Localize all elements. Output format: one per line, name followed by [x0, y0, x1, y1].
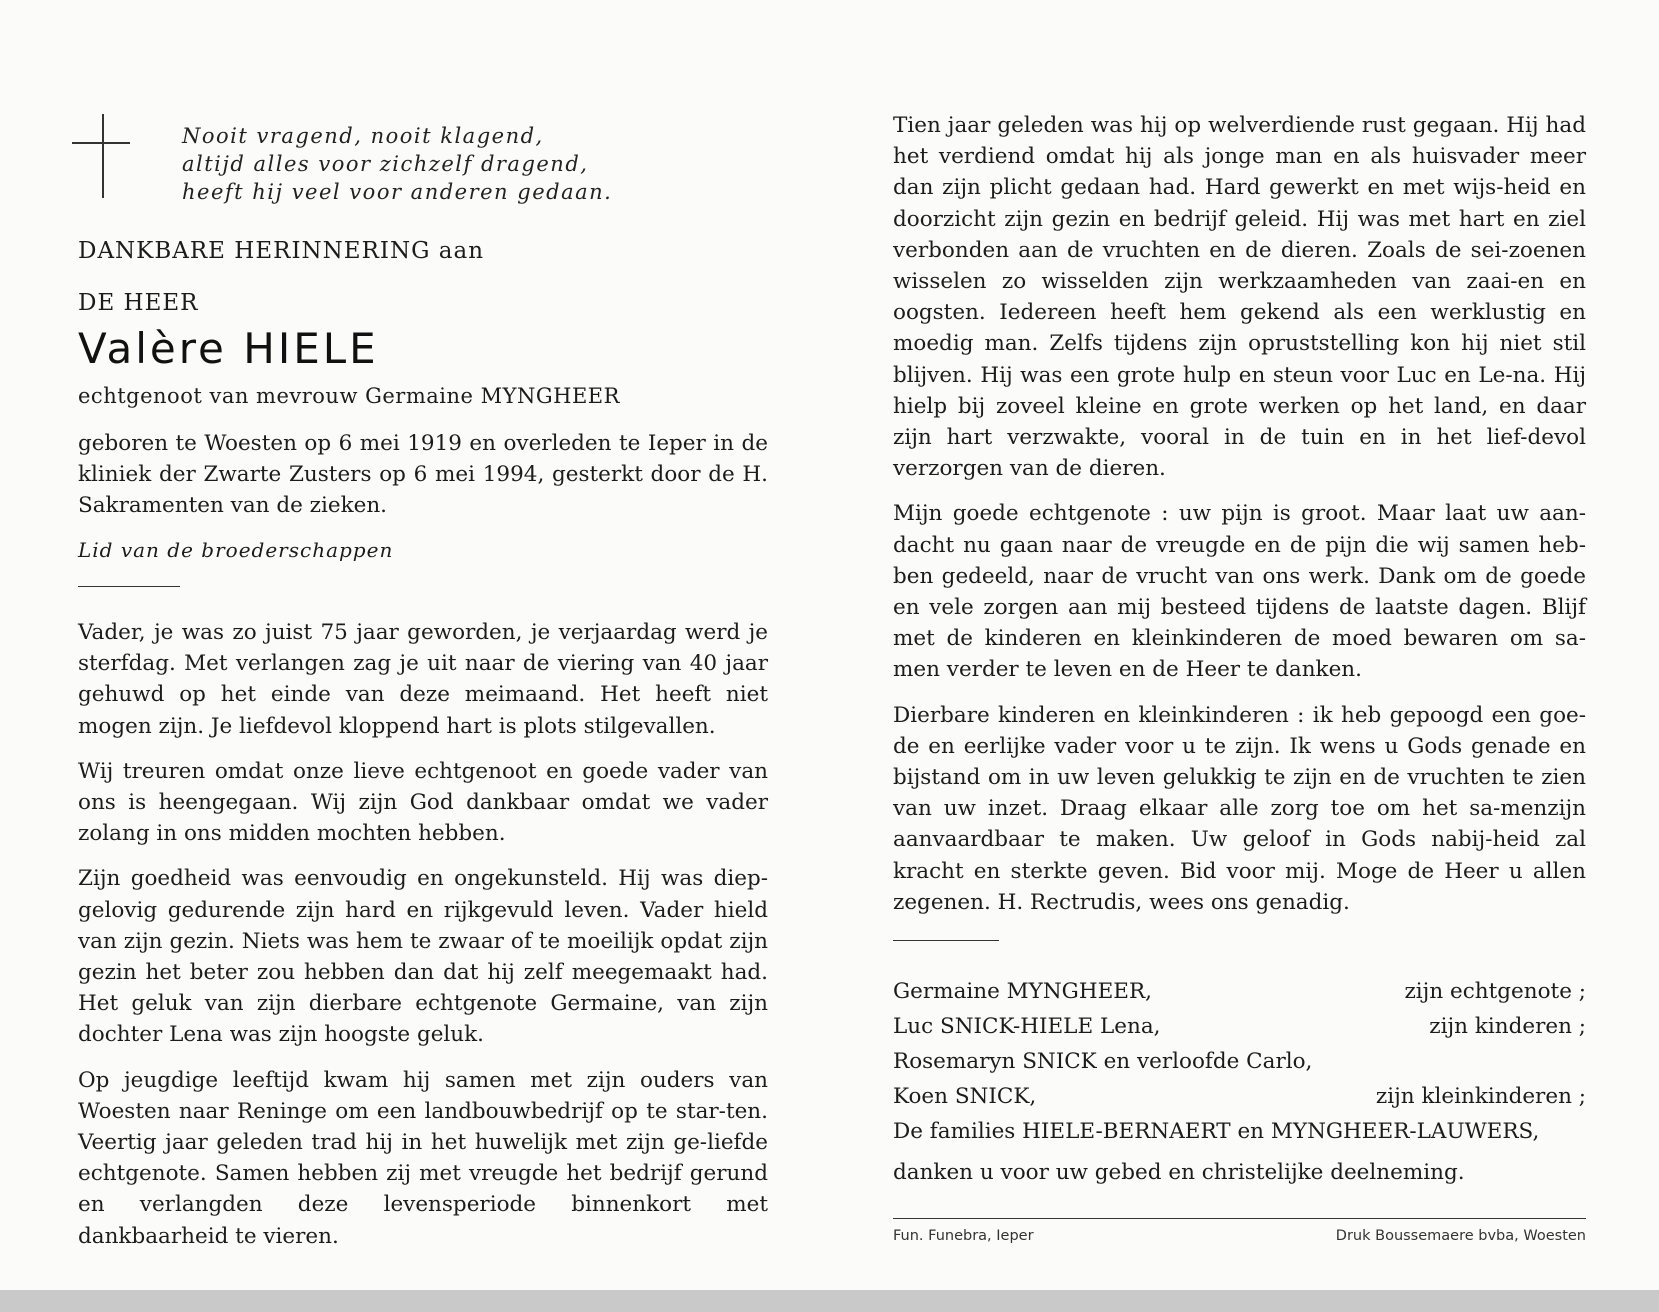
family-row: [893, 1079, 1586, 1114]
thanks-line: danken u voor uw gebed en christelijke deelneming.: [893, 1160, 1465, 1185]
paragraph: Mijn goede echtgenote : uw pijn is groot. Maar laat uw aan-dacht nu gaan naar de vreugde en de pijn die wij samen heb-ben gedeeld, naar de vrucht van ons werk. Dank om de goede en vele zorgen aan mij besteed tijdens de laatste dagen. Blijf met de kinderen en kleinkinderen de moed bewaren om sa-men verder te leven en de Heer te danken.: [893, 501, 1586, 683]
membership-text: Lid van de broederschappen: [78, 538, 394, 562]
family-row: [893, 1009, 1586, 1044]
title-prefix: DE HEER: [78, 290, 199, 316]
left-column-text: [78, 617, 768, 1266]
family-name: Luc SNICK-HIELE Lena,: [893, 1014, 1161, 1039]
paragraph: Zijn goedheid was eenvoudig en ongekunsteld. Hij was diep-gelovig gedurende zijn hard en rijkgevuld leven. Vader hield van zijn gezin. Niets was hem te zwaar of te moeilijk opdat zijn gezin het beter zou hebben dan dat hij zelf meegemaakt had. Het geluk van zijn dierbare echtgenote Germaine, van zijn dochter Lena was zijn hoogste geluk.: [78, 866, 768, 1048]
paragraph: Wij treuren omdat onze lieve echtgenoot en goede vader van ons is heengegaan. Wij zijn God dankbaar omdat we vader zolang in ons midden mochten hebben.: [78, 758, 768, 847]
footer-divider: [893, 1218, 1586, 1219]
family-name: Rosemaryn SNICK en verloofde Carlo,: [893, 1049, 1313, 1074]
cross-icon: [72, 114, 130, 198]
spouse-line: echtgenoot van mevrouw Germaine MYNGHEER: [78, 384, 620, 408]
motto-line: altijd alles voor zichzelf dragend,: [182, 152, 589, 176]
heading: DANKBARE HERINNERING aan: [78, 238, 485, 264]
paragraph: Vader, je was zo juist 75 jaar geworden, je verjaardag werd je sterfdag. Met verlangen zag je uit naar de viering van 40 jaar gehuwd op het einde van deze meimaand. Het heeft niet mogen zijn. Je liefdevol kloppend hart is plots stilgevallen.: [78, 620, 768, 739]
deceased-name: Valère HIELE: [78, 324, 379, 373]
family-row: [893, 1044, 1586, 1079]
families-line: De families HIELE-BERNAERT en MYNGHEER-LAUWERS,: [893, 1119, 1540, 1144]
family-name: Germaine MYNGHEER,: [893, 979, 1153, 1004]
family-list: [893, 974, 1586, 1190]
printer: Druk Boussemaere bvba, Woesten: [1335, 1228, 1586, 1244]
paragraph: Dierbare kinderen en kleinkinderen : ik heb gepoogd een goe-de en eerlijke vader voor u te zijn. Ik wens u Gods genade en bijstand om in uw leven gelukkig te zijn en de vruchten te zien van uw inzet. Draag elkaar alle zorg toe om het sa-menzijn aanvaardbaar te maken. Uw geloof in Gods nabij-heid zal kracht en sterkte geven. Bid voor mij. Moge de Heer u allen zegenen. H. Rectrudis, wees ons genadig.: [893, 702, 1586, 915]
paragraph: Op jeugdige leeftijd kwam hij samen met zijn ouders van Woesten naar Reninge om een landbouwbedrijf op te star-ten. Veertig jaar geleden trad hij in het huwelijk met zijn ge-liefde echtgenote. Samen hebben zij met vreugde het bedrijf gerund en verlangden deze levensperiode binnenkort met dankbaarheid te vieren.: [78, 1067, 768, 1249]
funeral-home: Fun. Funebra, Ieper: [893, 1228, 1034, 1244]
motto: [182, 122, 612, 206]
divider: [893, 940, 999, 941]
right-column-text: [893, 110, 1586, 932]
divider: [78, 586, 180, 587]
family-relation: zijn kleinkinderen ;: [1375, 1084, 1586, 1109]
family-relation: zijn kinderen ;: [1429, 1014, 1586, 1039]
family-row: [893, 974, 1586, 1009]
motto-line: Nooit vragend, nooit klagend,: [182, 124, 544, 148]
birth-death-text: geboren te Woesten op 6 mei 1919 en overleden te Ieper in de kliniek der Zwarte Zusters op 6 mei 1994, gesterkt door de H. Sakramenten van de zieken.: [78, 431, 768, 518]
paragraph: Tien jaar geleden was hij op welverdiende rust gegaan. Hij had het verdiend omdat hij als jonge man en als huisvader meer dan zijn plicht gedaan had. Hard gewerkt en met wijs-heid en doorzicht zijn gezin en bedrijf geleid. Hij was met hart en ziel verbonden aan de vruchten en de dieren. Zoals de sei-zoenen wisselen zo wisselden zijn werkzaamheden van zaai-en en oogsten. Iedereen heeft hem gekend als een werklustig en moedig man. Zelfs tijdens zijn opruststelling kon hij niet stil blijven. Hij was een grote hulp en steun voor Luc en Le-na. Hij hielp bij zoveel kleine en grote werken op het land, en daar zijn hart verzwakte, vooral in de tuin en in het lief-devol verzorgen van de dieren.: [893, 113, 1586, 482]
family-name: Koen SNICK,: [893, 1084, 1037, 1109]
motto-line: heeft hij veel voor anderen gedaan.: [182, 180, 613, 204]
family-relation: zijn echtgenote ;: [1404, 979, 1586, 1004]
